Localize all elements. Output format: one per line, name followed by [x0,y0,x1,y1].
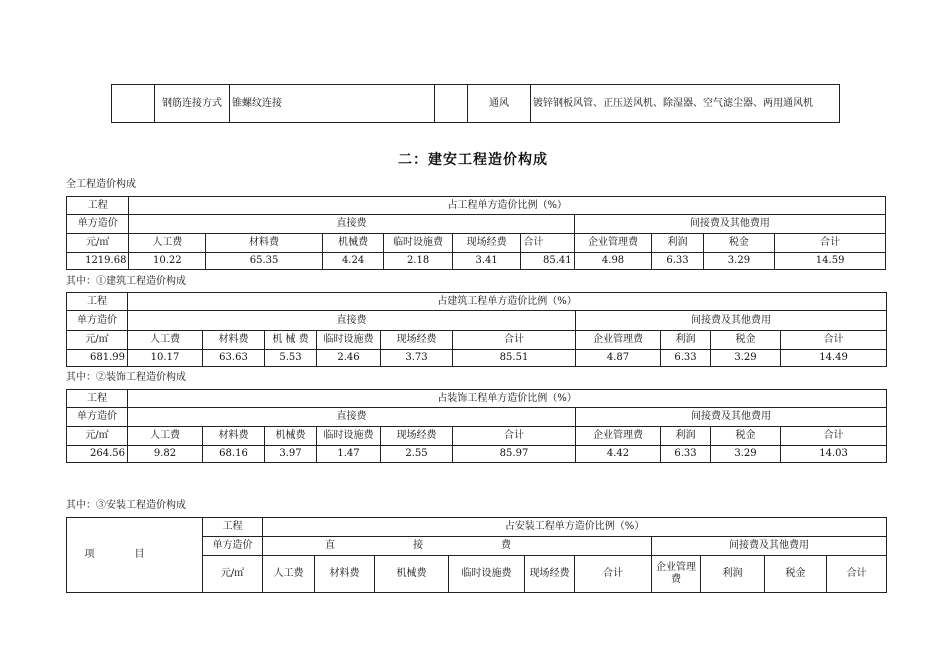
t1-h-ratio: 占工程单方造价比例（%） [129,197,886,215]
t2-table [66,292,887,367]
t4-col-site: 现场经费 [525,556,575,593]
t2-val-subtotal: 85.51 [453,350,576,367]
t1-val-subtotal: 85.41 [521,253,574,270]
t4-col-tax: 税金 [765,556,827,593]
t4-col-machine: 机械费 [375,556,449,593]
t1-caption: 全工程造价构成 [66,179,136,190]
t2-h-indirect: 间接费及其他费用 [576,311,887,331]
top-cell-ventilation-label: 通风 [468,85,531,123]
t3-h-col1-a: 工程 [67,390,128,408]
t1-h-col1-a: 工程 [67,197,129,215]
t2-col-labor: 人工费 [128,331,203,350]
t2-val-total: 14.49 [781,350,887,367]
t4-h-ratio: 占安装工程单方造价比例（%） [263,518,887,537]
t3-val-machine: 3.97 [265,446,317,463]
t4-item-label: 项目 [67,518,203,593]
t2-col-material: 材料费 [203,331,265,350]
t1-val-material: 65.35 [206,253,323,270]
t2-val-unit-cost: 681.99 [67,350,128,367]
t3-col-tax: 税金 [711,427,781,446]
t1-val-profit: 6.33 [652,253,703,270]
t3-col-temp: 临时设施费 [317,427,381,446]
t2-col-site: 现场经费 [381,331,453,350]
t2-val-tax: 3.29 [711,350,781,367]
t4-col-material: 材料费 [315,556,375,593]
t2-val-labor: 10.17 [128,350,203,367]
t4-caption: 其中：③安装工程造价构成 [66,500,186,511]
t2-val-mgmt: 4.87 [576,350,661,367]
t2-col-tax: 税金 [711,331,781,350]
t3-val-unit-cost: 264.56 [67,446,128,463]
t4-h-col1-b: 单方造价 [203,537,263,556]
t4-unit: 元/㎡ [203,556,263,593]
section-title: 二：建安工程造价构成 [398,152,548,168]
t1-val-machine: 4.24 [322,253,383,270]
t4-h-col1-a: 工程 [203,518,263,537]
t3-val-total: 14.03 [781,446,887,463]
t3-h-direct: 直接费 [128,408,576,427]
t4-col-mgmt: 企业管理费 [652,556,701,593]
t3-col-machine: 机械费 [265,427,317,446]
t1-val-unit-cost: 1219.68 [67,253,129,270]
t1-val-tax: 3.29 [703,253,775,270]
t3-col-mgmt: 企业管理费 [576,427,661,446]
t3-col-site: 现场经费 [381,427,453,446]
t1-unit: 元/㎡ [67,234,129,253]
t4-col-labor: 人工费 [263,556,315,593]
t3-col-profit: 利润 [661,427,711,446]
t4-col-profit: 利润 [701,556,765,593]
t1-col-mgmt: 企业管理费 [574,234,652,253]
t2-h-col1-b: 单方造价 [67,311,128,331]
t3-col-total: 合计 [781,427,887,446]
top-cell-ventilation-value: 镀锌钢板风管、正压送风机、除湿器、空气滤尘器、两用通风机 [531,85,840,123]
t3-h-indirect: 间接费及其他费用 [576,408,887,427]
t1-h-indirect: 间接费及其他费用 [574,215,885,234]
t2-val-site: 3.73 [381,350,453,367]
t1-val-temp: 2.18 [384,253,453,270]
t2-col-total: 合计 [781,331,887,350]
t4-col-total: 合计 [827,556,887,593]
t2-col-machine: 机 械 费 [265,331,317,350]
top-cell-blank-2 [435,85,468,123]
table-row [67,253,886,270]
t1-col-site: 现场经费 [452,234,521,253]
t4-h-indirect: 间接费及其他费用 [652,537,887,556]
t3-val-mgmt: 4.42 [576,446,661,463]
t1-col-subtotal: 合计 [521,234,574,253]
top-cell-rebar-value: 锥螺纹连接 [230,85,435,123]
top-table [111,84,840,123]
t1-h-col1-b: 单方造价 [67,215,129,234]
t1-col-labor: 人工费 [129,234,206,253]
t2-col-subtotal: 合计 [453,331,576,350]
t3-val-tax: 3.29 [711,446,781,463]
t2-val-machine: 5.53 [265,350,317,367]
t2-val-temp: 2.46 [317,350,381,367]
t3-caption: 其中：②装饰工程造价构成 [66,372,186,383]
t2-h-col1-a: 工程 [67,293,128,311]
t1-val-mgmt: 4.98 [574,253,652,270]
t1-col-machine: 机械费 [322,234,383,253]
t3-val-material: 68.16 [203,446,265,463]
t3-val-site: 2.55 [381,446,453,463]
t1-table [66,196,886,270]
t1-col-material: 材料费 [206,234,323,253]
t3-h-ratio: 占装饰工程单方造价比例（%） [128,390,887,408]
table-row [67,350,887,367]
t3-val-labor: 9.82 [128,446,203,463]
t1-col-total: 合计 [775,234,886,253]
t2-col-mgmt: 企业管理费 [576,331,661,350]
t3-col-subtotal: 合计 [453,427,576,446]
t2-caption: 其中：①建筑工程造价构成 [66,276,186,287]
top-cell-rebar-label: 钢筋连接方式 [155,85,230,123]
t4-col-subtotal: 合计 [575,556,652,593]
t2-h-direct: 直接费 [128,311,576,331]
t2-val-material: 63.63 [203,350,265,367]
t1-col-tax: 税金 [703,234,775,253]
t3-col-labor: 人工费 [128,427,203,446]
t1-val-labor: 10.22 [129,253,206,270]
t2-col-profit: 利润 [661,331,711,350]
t2-unit: 元/㎡ [67,331,128,350]
t3-unit: 元/㎡ [67,427,128,446]
t3-val-temp: 1.47 [317,446,381,463]
t1-val-site: 3.41 [452,253,521,270]
t4-table [66,517,887,593]
t3-val-subtotal: 85.97 [453,446,576,463]
t1-col-profit: 利润 [652,234,703,253]
top-cell-blank-1 [112,85,155,123]
t1-col-temp: 临时设施费 [384,234,453,253]
t2-val-profit: 6.33 [661,350,711,367]
t3-table [66,389,887,463]
t1-val-total: 14.59 [775,253,886,270]
t4-col-temp: 临时设施费 [449,556,525,593]
table-row [67,446,887,463]
t3-col-material: 材料费 [203,427,265,446]
t3-val-profit: 6.33 [661,446,711,463]
t2-h-ratio: 占建筑工程单方造价比例（%） [128,293,887,311]
t4-h-direct: 直接费 [263,537,652,556]
t2-col-temp: 临时设施费 [317,331,381,350]
t1-h-direct: 直接费 [129,215,574,234]
t3-h-col1-b: 单方造价 [67,408,128,427]
